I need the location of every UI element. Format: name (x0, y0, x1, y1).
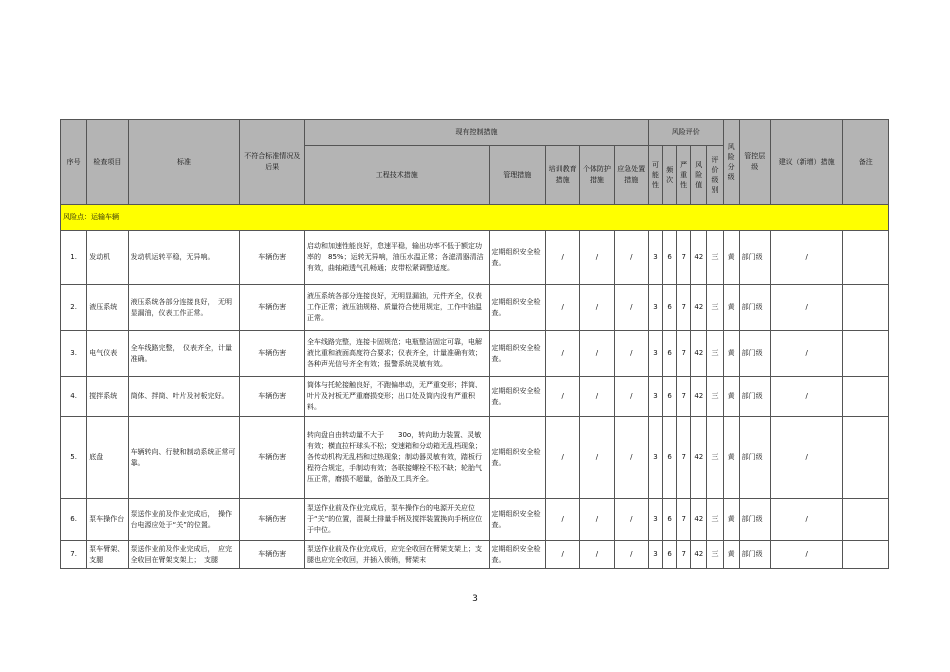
cell-risk-level: 黄 (723, 541, 739, 569)
cell-grade: 三 (707, 417, 723, 499)
cell-nonconform: 车辆伤害 (240, 499, 305, 541)
cell-grade: 三 (707, 377, 723, 417)
cell-mgmt: 定期组织安全检查。 (489, 377, 545, 417)
col-control-level: 管控层级 (739, 120, 770, 205)
cell-c: 7 (677, 231, 691, 285)
cell-standard: 泵送作业前及作业完成后， 操作台电源应处于“关”的位置。 (128, 499, 240, 541)
cell-c: 7 (677, 285, 691, 331)
cell-emergency: / (614, 499, 648, 541)
col-standard: 标准 (128, 120, 240, 205)
cell-grade: 三 (707, 499, 723, 541)
cell-e: 6 (663, 285, 677, 331)
cell-suggest: / (770, 231, 843, 285)
cell-d: 42 (691, 331, 707, 377)
cell-remark (843, 231, 889, 285)
cell-remark (843, 331, 889, 377)
cell-training: / (546, 417, 580, 499)
cell-risk-level: 黄 (723, 377, 739, 417)
cell-ppe: / (580, 541, 614, 569)
cell-nonconform: 车辆伤害 (240, 541, 305, 569)
cell-d: 42 (691, 285, 707, 331)
cell-c: 7 (677, 377, 691, 417)
col-e: 频次 (663, 146, 677, 205)
cell-l: 3 (648, 417, 662, 499)
cell-remark (843, 285, 889, 331)
col-item: 检查项目 (87, 120, 128, 205)
cell-no: 5. (61, 417, 87, 499)
col-remark: 备注 (843, 120, 889, 205)
cell-nonconform: 车辆伤害 (240, 285, 305, 331)
col-l: 可能性 (648, 146, 662, 205)
cell-mgmt: 定期组织安全检查。 (489, 285, 545, 331)
cell-emergency: / (614, 377, 648, 417)
cell-standard: 筒体、拌筒、叶片及衬板完好。 (128, 377, 240, 417)
cell-l: 3 (648, 541, 662, 569)
col-risk-eval: 风险评价 (648, 120, 723, 146)
cell-eng: 转向盘自由转动量不大于 30o，转向助力装置、灵敏有效；横直拉杆球头不松；变速箱和分动箱无乱档现象；各传动机构无乱档和过热现象；制动器灵敏有效，踏板行程符合规定，手制动有效；各联接螺栓不松不缺；轮胎气压正常，磨损不超量，备胎及工具齐全。 (305, 417, 490, 499)
cell-e: 6 (663, 417, 677, 499)
col-nonconform: 不符合标准情况及后果 (240, 120, 305, 205)
cell-mgmt: 定期组织安全检查。 (489, 417, 545, 499)
cell-item: 泵车操作台 (87, 499, 128, 541)
cell-eng: 泵送作业前及作业完成后，应完全收回在臂架支架上；支腿也应完全收回，并插入锁销，臂架末 (305, 541, 490, 569)
cell-l: 3 (648, 499, 662, 541)
cell-eng: 液压系统各部分连接良好，无明显漏油，元件齐全，仪表工作正常；液压油规格、质量符合使用规定，工作中油温正常。 (305, 285, 490, 331)
cell-d: 42 (691, 231, 707, 285)
col-existing-controls: 现有控制措施 (305, 120, 649, 146)
cell-grade: 三 (707, 331, 723, 377)
cell-emergency: / (614, 541, 648, 569)
cell-e: 6 (663, 231, 677, 285)
cell-nonconform: 车辆伤害 (240, 417, 305, 499)
cell-emergency: / (614, 285, 648, 331)
cell-ppe: / (580, 331, 614, 377)
table-row (61, 331, 889, 377)
cell-nonconform: 车辆伤害 (240, 377, 305, 417)
cell-c: 7 (677, 417, 691, 499)
section-label: 风险点：运输车辆 (61, 205, 889, 231)
table-row (61, 231, 889, 285)
col-c: 严重性 (677, 146, 691, 205)
cell-standard: 液压系统各部分连接良好， 无明显漏油，仪表工作正常。 (128, 285, 240, 331)
cell-mgmt: 定期组织安全检查。 (489, 331, 545, 377)
col-seq: 序号 (61, 120, 87, 205)
cell-mgmt: 定期组织安全检查。 (489, 541, 545, 569)
cell-item: 发动机 (87, 231, 128, 285)
cell-ppe: / (580, 231, 614, 285)
cell-emergency: / (614, 417, 648, 499)
cell-suggest: / (770, 541, 843, 569)
cell-l: 3 (648, 231, 662, 285)
cell-ppe: / (580, 499, 614, 541)
cell-standard: 泵送作业前及作业完成后， 应完全收回在臂架支架上； 支腿 (128, 541, 240, 569)
cell-eng: 启动和加速性能良好，怠速平稳，输出功率不低于额定功率的 85%；运转无异响，油压水温正常；各滤清器清洁有效，曲轴箱透气孔畅通；皮带松紧调整适度。 (305, 231, 490, 285)
table-row (61, 285, 889, 331)
cell-remark (843, 499, 889, 541)
table-row (61, 499, 889, 541)
cell-d: 42 (691, 417, 707, 499)
cell-no: 4. (61, 377, 87, 417)
cell-risk-level: 黄 (723, 231, 739, 285)
cell-grade: 三 (707, 541, 723, 569)
cell-c: 7 (677, 331, 691, 377)
cell-item: 电气仪表 (87, 331, 128, 377)
cell-control-level: 部门级 (739, 417, 770, 499)
col-training: 培训教育措施 (546, 146, 580, 205)
cell-no: 1. (61, 231, 87, 285)
cell-ppe: / (580, 285, 614, 331)
cell-item: 搅拌系统 (87, 377, 128, 417)
cell-ppe: / (580, 377, 614, 417)
col-ppe: 个体防护措施 (580, 146, 614, 205)
cell-risk-level: 黄 (723, 499, 739, 541)
col-grade: 评价级别 (707, 146, 723, 205)
cell-control-level: 部门级 (739, 541, 770, 569)
cell-training: / (546, 541, 580, 569)
cell-standard: 发动机运转平稳，无异响。 (128, 231, 240, 285)
cell-grade: 三 (707, 285, 723, 331)
cell-no: 6. (61, 499, 87, 541)
cell-control-level: 部门级 (739, 331, 770, 377)
cell-e: 6 (663, 541, 677, 569)
cell-no: 3. (61, 331, 87, 377)
col-suggest: 建议（新增）措施 (770, 120, 843, 205)
cell-c: 7 (677, 541, 691, 569)
cell-remark (843, 541, 889, 569)
table-body (61, 205, 889, 569)
cell-ppe: / (580, 417, 614, 499)
cell-l: 3 (648, 331, 662, 377)
col-emergency: 应急处置措施 (614, 146, 648, 205)
cell-no: 7. (61, 541, 87, 569)
cell-nonconform: 车辆伤害 (240, 331, 305, 377)
cell-grade: 三 (707, 231, 723, 285)
page-number: 3 (472, 594, 478, 604)
cell-training: / (546, 377, 580, 417)
cell-eng: 筒体与托轮接触良好，不跑偏串动，无严重变形；拌筒、叶片及衬板无严重磨损变形；出口处及筒内没有严重积料。 (305, 377, 490, 417)
cell-training: / (546, 231, 580, 285)
table-row (61, 541, 889, 569)
col-d: 风险值 (691, 146, 707, 205)
cell-l: 3 (648, 377, 662, 417)
cell-d: 42 (691, 541, 707, 569)
cell-l: 3 (648, 285, 662, 331)
col-eng: 工程技术措施 (305, 146, 490, 205)
cell-remark (843, 377, 889, 417)
cell-training: / (546, 499, 580, 541)
cell-d: 42 (691, 377, 707, 417)
cell-standard: 车辆转向、行驶和制动系统正常可靠。 (128, 417, 240, 499)
col-risk-level: 风险分级 (723, 120, 739, 205)
cell-control-level: 部门级 (739, 285, 770, 331)
cell-item: 泵车臂架、支腿 (87, 541, 128, 569)
cell-emergency: / (614, 331, 648, 377)
cell-risk-level: 黄 (723, 285, 739, 331)
risk-assessment-table (60, 119, 889, 569)
cell-nonconform: 车辆伤害 (240, 231, 305, 285)
cell-control-level: 部门级 (739, 499, 770, 541)
cell-training: / (546, 285, 580, 331)
cell-training: / (546, 331, 580, 377)
cell-c: 7 (677, 499, 691, 541)
cell-item: 液压系统 (87, 285, 128, 331)
cell-remark (843, 417, 889, 499)
cell-mgmt: 定期组织安全检查。 (489, 499, 545, 541)
col-mgmt: 管理措施 (489, 146, 545, 205)
cell-emergency: / (614, 231, 648, 285)
cell-eng: 泵送作业前及作业完成后，泵车操作台的电源开关应位于“关”的位置，混凝土排量手柄及搅拌装置换向手柄应位于中位。 (305, 499, 490, 541)
table-row (61, 417, 889, 499)
cell-e: 6 (663, 331, 677, 377)
cell-eng: 全车线路完整，连接卡固规范；电瓶整洁固定可靠，电解液比重和液面高度符合要求；仪表齐全，计量准确有效；各种声光信号齐全有效；报警系统灵敏有效。 (305, 331, 490, 377)
cell-risk-level: 黄 (723, 331, 739, 377)
cell-no: 2. (61, 285, 87, 331)
cell-mgmt: 定期组织安全检查。 (489, 231, 545, 285)
cell-e: 6 (663, 377, 677, 417)
cell-suggest: / (770, 499, 843, 541)
cell-control-level: 部门级 (739, 231, 770, 285)
table-row (61, 377, 889, 417)
cell-suggest: / (770, 377, 843, 417)
cell-control-level: 部门级 (739, 377, 770, 417)
cell-risk-level: 黄 (723, 417, 739, 499)
cell-standard: 全车线路完整， 仪表齐全，计量准确。 (128, 331, 240, 377)
section-row (61, 205, 889, 231)
cell-suggest: / (770, 331, 843, 377)
cell-d: 42 (691, 499, 707, 541)
cell-item: 底盘 (87, 417, 128, 499)
cell-e: 6 (663, 499, 677, 541)
cell-suggest: / (770, 417, 843, 499)
cell-suggest: / (770, 285, 843, 331)
